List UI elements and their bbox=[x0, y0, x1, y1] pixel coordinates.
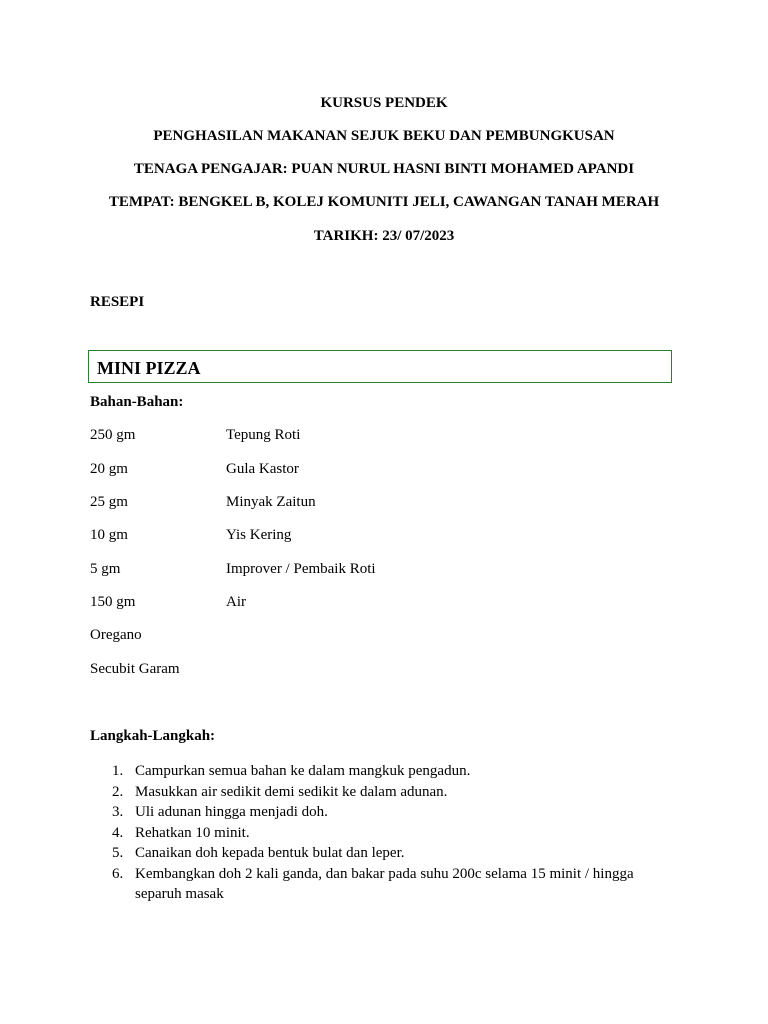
ingredient-quantity: Oregano bbox=[90, 627, 142, 643]
step-number: 2. bbox=[112, 783, 124, 800]
step-number: 6. bbox=[112, 865, 124, 882]
ingredient-quantity: 5 gm bbox=[90, 561, 121, 577]
ingredient-row bbox=[90, 493, 590, 511]
step-text: Campurkan semua bahan ke dalam mangkuk pengadun. bbox=[135, 763, 471, 779]
course-title: KURSUS PENDEK bbox=[320, 95, 448, 111]
venue-line: TEMPAT: BENGKEL B, KOLEJ KOMUNITI JELI, CAWANGAN TANAH MERAH bbox=[108, 194, 660, 210]
ingredients-heading: Bahan-Bahan: bbox=[90, 394, 184, 410]
step-text: Canaikan doh kepada bentuk bulat dan leper. bbox=[135, 845, 405, 861]
recipe-title-box bbox=[88, 350, 672, 383]
ingredient-row bbox=[90, 426, 590, 444]
ingredient-quantity: 25 gm bbox=[90, 494, 128, 510]
ingredient-name: Air bbox=[226, 594, 246, 610]
step-text: Kembangkan doh 2 kali ganda, dan bakar pada suhu 200c selama 15 minit / hingga separuh masak bbox=[135, 865, 634, 902]
ingredient-name: Yis Kering bbox=[226, 527, 292, 543]
ingredient-name: Tepung Roti bbox=[226, 427, 301, 443]
ingredient-name: Gula Kastor bbox=[226, 461, 299, 477]
step-text: Rehatkan 10 minit. bbox=[135, 824, 250, 841]
step-number: 4. bbox=[112, 824, 124, 841]
section-label-resepi: RESEPI bbox=[90, 294, 145, 310]
steps-list bbox=[90, 761, 650, 905]
ingredient-row bbox=[90, 626, 590, 644]
step-text: Masukkan air sedikit demi sedikit ke dalam adunan. bbox=[135, 783, 448, 800]
ingredient-quantity: Secubit Garam bbox=[90, 661, 180, 677]
step-item bbox=[90, 761, 650, 782]
step-item bbox=[90, 782, 650, 803]
date-line: TARIKH: 23/ 07/2023 bbox=[313, 228, 455, 244]
step-text: Uli adunan hingga menjadi doh. bbox=[135, 804, 328, 820]
course-subtitle: PENGHASILAN MAKANAN SEJUK BEKU DAN PEMBUNGKUSAN bbox=[153, 128, 615, 144]
ingredient-quantity: 10 gm bbox=[90, 527, 128, 543]
ingredient-name: Improver / Pembaik Roti bbox=[226, 561, 376, 577]
ingredient-quantity: 250 gm bbox=[90, 427, 136, 443]
ingredient-row bbox=[90, 460, 590, 478]
step-number: 1. bbox=[112, 763, 124, 779]
recipe-title: MINI PIZZA bbox=[97, 358, 201, 378]
step-number: 5. bbox=[112, 845, 124, 861]
instructor-line: TENAGA PENGAJAR: PUAN NURUL HASNI BINTI MOHAMED APANDI bbox=[133, 161, 635, 177]
step-number: 3. bbox=[112, 804, 124, 820]
steps-heading: Langkah-Langkah: bbox=[90, 728, 216, 744]
ingredient-row bbox=[90, 593, 590, 611]
step-item bbox=[90, 802, 650, 823]
ingredient-row bbox=[90, 660, 590, 678]
ingredient-quantity: 150 gm bbox=[90, 594, 136, 610]
step-item bbox=[90, 864, 650, 905]
step-item bbox=[90, 843, 650, 864]
step-item bbox=[90, 823, 650, 844]
ingredient-row bbox=[90, 526, 590, 544]
ingredient-name: Minyak Zaitun bbox=[226, 494, 316, 510]
ingredient-quantity: 20 gm bbox=[90, 461, 128, 477]
ingredient-row bbox=[90, 560, 590, 578]
